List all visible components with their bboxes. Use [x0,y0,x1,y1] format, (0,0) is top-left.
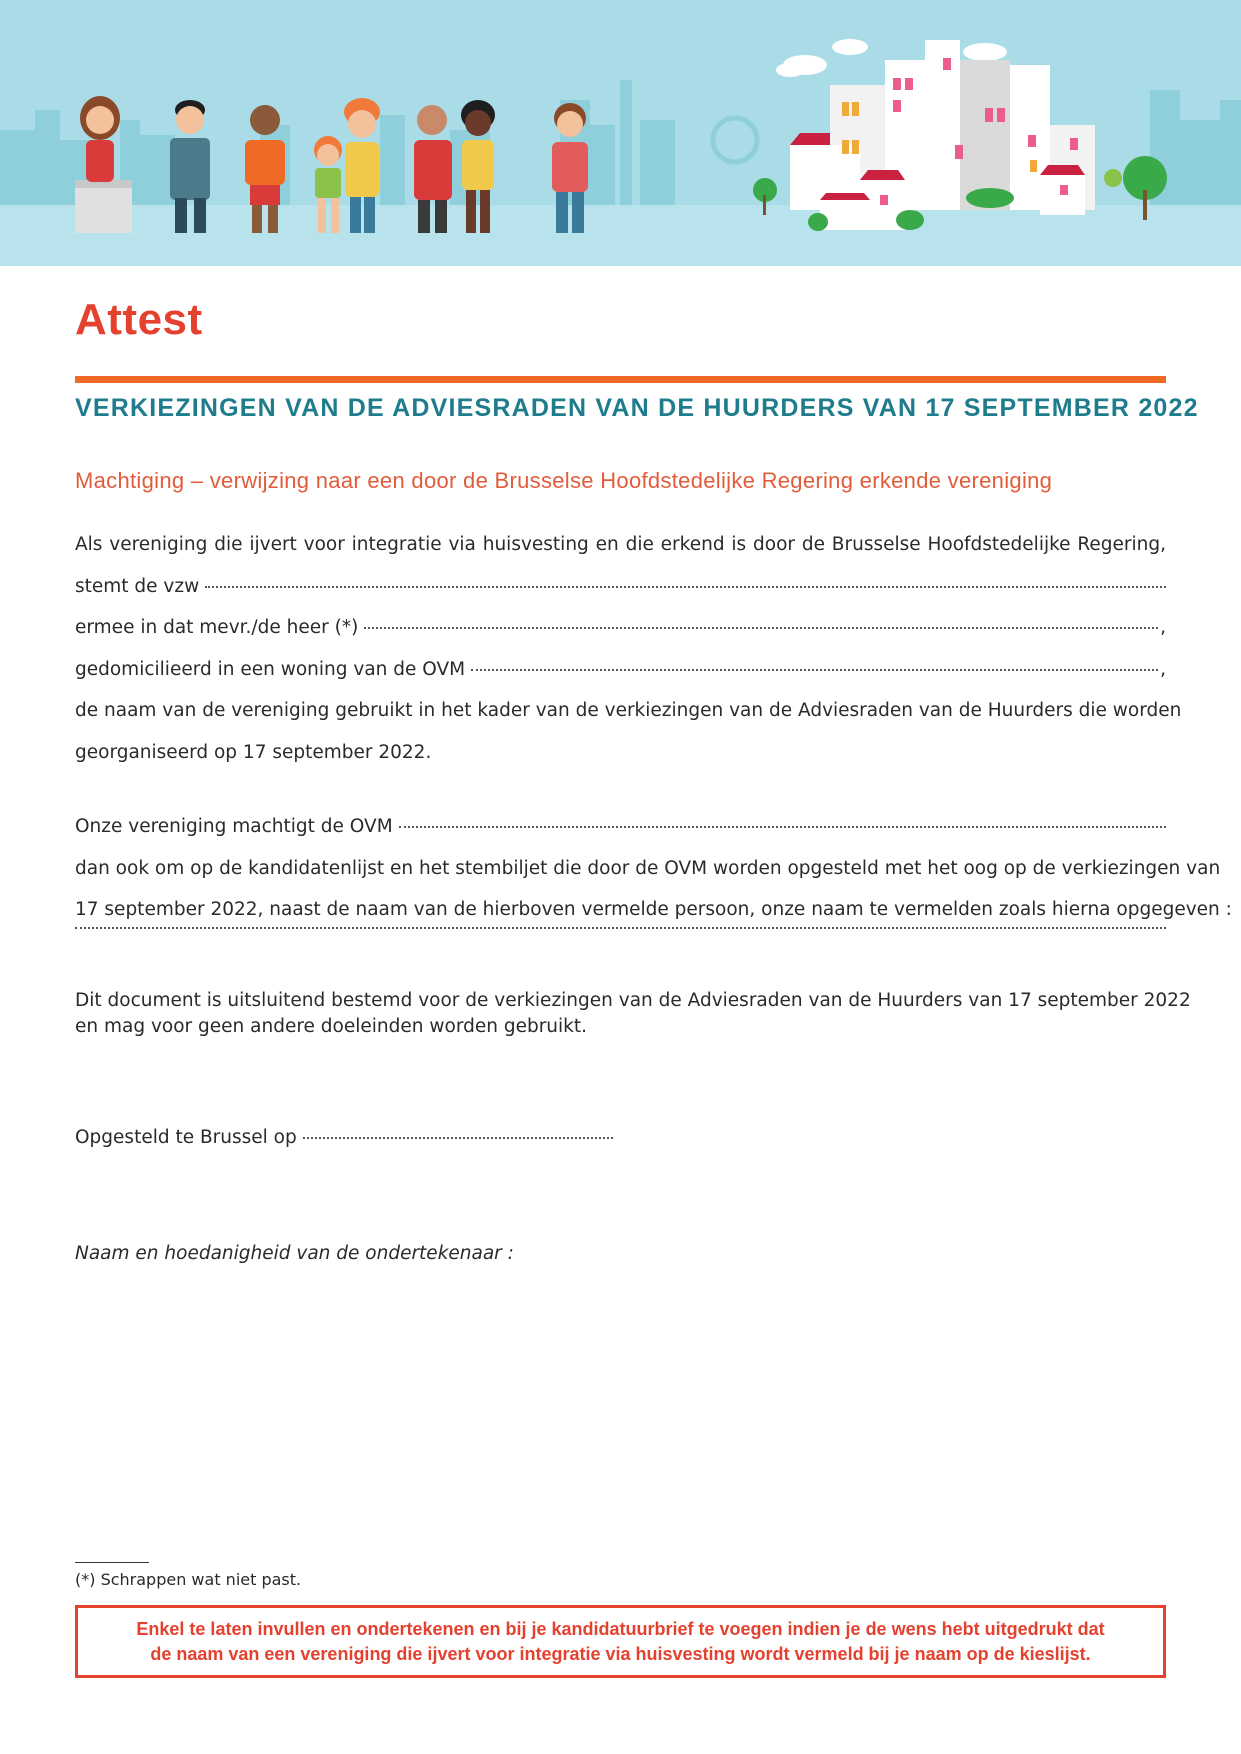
paragraph-line: en mag voor geen andere doeleinden worden gebruikt. [75,1016,588,1037]
paragraph-line: 17 september 2022, naast de naam van de hierboven vermelde persoon, onze naam te vermelden zoals hierna opgegeven : [75,899,1232,920]
place-date-row [75,1127,635,1148]
ovm-authorize-field[interactable] [399,826,1166,828]
notice-line: Enkel te laten invullen en ondertekenen en bij je kandidatuurbrief te voegen indien je de wens hebt uitgedrukt dat [136,1618,1105,1639]
footnote-divider [75,1562,149,1563]
section-title: Machtiging – verwijzing naar een door de Brusselse Hoofdstedelijke Regering erkende vereniging [75,468,1053,493]
notice-box [75,1605,1166,1678]
field-label: Onze vereniging machtigt de OVM [75,816,393,837]
ovm-name-field[interactable] [471,669,1158,671]
vzw-name-field[interactable] [205,586,1166,588]
association-name-row [75,931,1166,973]
notice-line: de naam van een vereniging die ijvert voor integratie via huisvesting wordt vermeld bij je naam op de kieslijst. [150,1643,1091,1664]
footnote: (*) Schrappen wat niet past. [75,1570,302,1589]
ovm-field-row: gedomicilieerd in een woning van de OVM , [75,649,1166,691]
place-date-label: Opgesteld te Brussel op [75,1127,297,1148]
paragraph-line: Dit document is uitsluitend bestemd voor de verkiezingen van de Adviesraden van de Huurders van 17 september 2022 [75,990,1191,1011]
signatory-label: Naam en hoedanigheid van de ondertekenaar : [75,1243,514,1264]
document-title: Attest [75,295,203,344]
paragraph-line: dan ook om op de kandidatenlijst en het stembiljet die door de OVM worden opgesteld met het oog op de verkiezingen van [75,857,1221,879]
paragraph-usage [75,988,1191,1040]
paragraph-authorization [75,806,1232,972]
field-label: stemt de vzw [75,575,200,597]
field-label: ermee in dat mevr./de heer (*) [75,617,359,638]
paragraph-consent [75,524,1182,773]
title-divider [75,376,1166,383]
paragraph-line: Als vereniging die ijvert voor integratie via huisvesting en die erkend is door de Brusselse Hoofdstedelijke Regering, [75,534,1166,555]
header-banner [0,0,1241,266]
ovm-authorize-row [75,806,1166,848]
date-field[interactable] [303,1137,613,1139]
document-subtitle: VERKIEZINGEN VAN DE ADVIESRADEN VAN DE HUURDERS VAN 17 SEPTEMBER 2022 [75,394,1199,422]
person-field-row: ermee in dat mevr./de heer (*) , [75,607,1166,649]
association-name-field[interactable] [75,927,1166,929]
people-and-city-icon [0,0,1241,266]
vzw-field-row [75,566,1166,608]
paragraph-line: de naam van de vereniging gebruikt in het kader van de verkiezingen van de Adviesraden van de Huurders die worden [75,700,1182,721]
paragraph-line: georganiseerd op 17 september 2022. [75,741,432,763]
field-label: gedomicilieerd in een woning van de OVM [75,658,466,680]
person-name-field[interactable] [364,627,1158,629]
